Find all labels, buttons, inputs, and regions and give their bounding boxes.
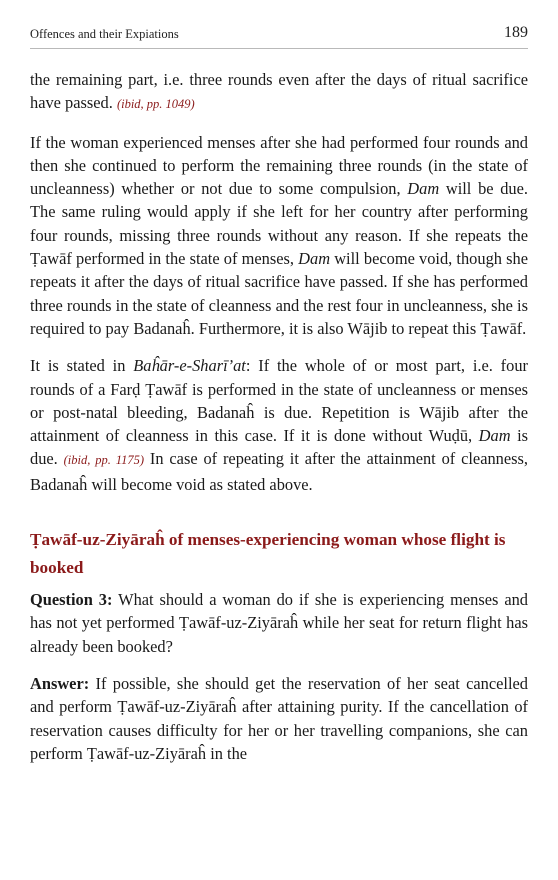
question-label: Question 3: (30, 590, 113, 610)
question-text: What should a woman do if she is experiencing menses and has not yet performed Ṭawāf-uz-Ziyāraĥ while her seat for return flight has already been booked? (30, 590, 529, 656)
running-title: Offences and their Expiations (30, 27, 179, 41)
paragraph-3-text-3: is due. (30, 426, 528, 469)
paragraph-3-text-4: In case of repeating it after the attainment of cleanness, Badanaĥ will become void as stated above. (30, 449, 528, 494)
citation: (ibid, pp. 1049) (116, 97, 195, 112)
paragraph-3-text-2: : If the whole of or most part, i.e. four rounds of a Farḍ Ṭawāf is performed in the state of uncleanness or menses or post-natal bleeding, Badanaĥ is due. Repetition is Wājib after the attainment of cleanness in this case. If it is done without Wuḍū, (30, 356, 528, 446)
paragraph-2 (30, 131, 528, 341)
paragraph-2-text-2: will be due. The same ruling would apply if she left for her country after performing four rounds, missing three rounds without any reason. If she repeats the Ṭawāf performed in the state of menses, (30, 179, 529, 269)
answer-text: If possible, she should get the reservation of her seat cancelled and perform Ṭawāf-uz-Ziyāraĥ after attaining purity. If the cancellation of reservation causes difficulty for her or her travelling companions, she can perform Ṭawāf-uz-Ziyāraĥ in the (30, 673, 528, 763)
citation: (ibid, pp. 1175) (63, 453, 145, 468)
term-dam: Dam (298, 249, 331, 269)
question-paragraph (30, 588, 528, 658)
section-heading: Ṭawāf-uz-Ziyāraĥ of menses-experiencing woman whose flight is booked (30, 530, 506, 578)
body-text (30, 68, 528, 765)
answer-paragraph (30, 672, 528, 765)
book-title: Baĥār-e-Sharī’at (133, 356, 246, 376)
page-header (30, 24, 528, 49)
paragraph-3 (30, 354, 528, 496)
paragraph-1 (30, 68, 528, 117)
term-dam: Dam (407, 179, 440, 199)
answer-label: Answer: (30, 673, 90, 693)
term-dam: Dam (478, 426, 511, 446)
paragraph-1-text: the remaining part, i.e. three rounds even after the days of ritual sacrifice have passed. (30, 70, 528, 113)
paragraph-2-text-3: will become void, though she repeats it after the days of ritual sacrifice have passed. If she has performed three rounds in the state of cleanness and the rest four in uncleanness, she is required to pay Badanaĥ. Furthermore, it is also Wājib to repeat this Ṭawāf. (30, 249, 528, 338)
page-number: 189 (504, 24, 528, 41)
paragraph-2-text-1: If the woman experienced menses after she had performed four rounds and then she continued to perform the remaining three rounds (in the state of uncleanness) whether or not due to some compulsion, (30, 132, 528, 199)
paragraph-3-text-1: It is stated in (30, 356, 134, 376)
